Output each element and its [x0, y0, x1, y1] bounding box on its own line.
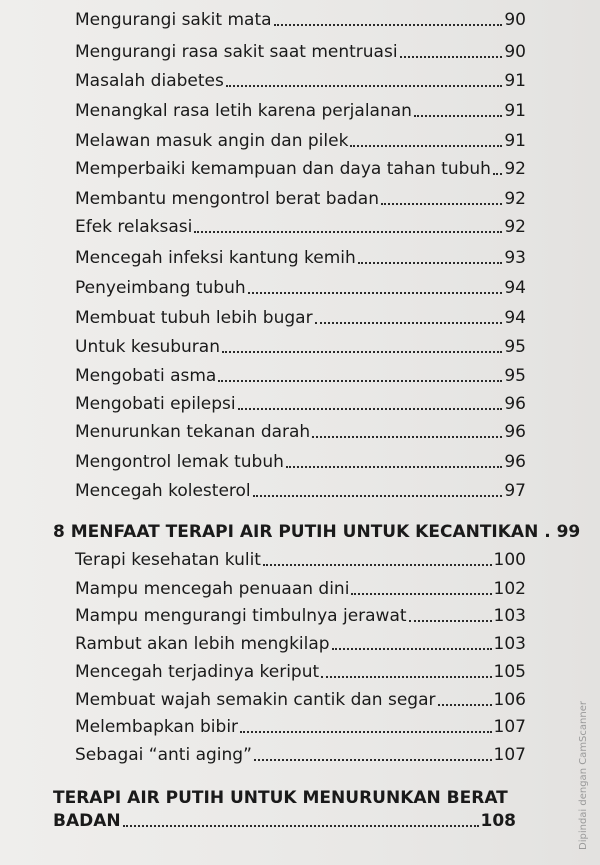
toc-entry-page: 107	[493, 745, 526, 765]
leader-dots	[438, 704, 492, 706]
leader-dots	[226, 85, 503, 87]
chapter-heading-line1: TERAPI AIR PUTIH UNTUK MENURUNKAN BERAT	[53, 788, 508, 808]
leader-dots	[315, 322, 503, 324]
toc-entry-label: Mencegah infeksi kantung kemih	[75, 248, 356, 268]
toc-entry	[75, 189, 526, 209]
toc-entry-label: Penyeimbang tubuh	[75, 278, 246, 298]
toc-entry-page: 103	[493, 634, 526, 654]
toc-entry-label: Membuat tubuh lebih bugar	[75, 308, 313, 328]
toc-entry-page: 95	[504, 366, 526, 386]
toc-entry	[75, 308, 526, 328]
toc-entry-page: 100	[493, 550, 526, 570]
leader-dots	[312, 436, 502, 438]
toc-entry-page: 92	[504, 217, 526, 237]
toc-entry	[75, 101, 526, 121]
toc-entry	[75, 662, 526, 682]
toc-entry-label: Mengurangi rasa sakit saat mentruasi	[75, 42, 398, 62]
toc-entry	[75, 394, 526, 414]
leader-dots	[194, 231, 502, 233]
toc-entry-page: 90	[504, 10, 526, 30]
toc-entry	[75, 131, 526, 151]
leader-dots	[414, 115, 502, 117]
toc-entry-label: Mencegah terjadinya keriput	[75, 662, 320, 682]
toc-entry-page: 96	[504, 394, 526, 414]
toc-entry-page: 91	[504, 101, 526, 121]
toc-entry-page: 107	[493, 717, 526, 737]
toc-entry-label: Efek relaksasi	[75, 217, 193, 237]
toc-entry-label: Mengontrol lemak tubuh	[75, 452, 284, 472]
toc-entry-label: Memperbaiki kemampuan dan daya tahan tubuh	[75, 159, 491, 179]
leader-dots	[409, 620, 492, 622]
toc-entry-page: 95	[504, 337, 526, 357]
toc-entry-page: 102	[493, 579, 526, 599]
toc-entry-label: Terapi kesehatan kulit	[75, 550, 261, 570]
leader-dots	[400, 56, 503, 58]
chapter-heading-label: BADAN	[53, 811, 121, 831]
toc-entry-page: 105	[493, 662, 526, 682]
leader-dots	[286, 466, 502, 468]
leader-dots	[254, 759, 492, 761]
scanner-watermark: Dipindai dengan CamScanner	[578, 701, 589, 850]
chapter-heading: 8 MENFAAT TERAPI AIR PUTIH UNTUK KECANTIKAN . 99	[53, 522, 581, 542]
toc-entry	[75, 690, 526, 710]
leader-dots	[222, 351, 502, 353]
leader-dots	[253, 495, 503, 497]
toc-entry-label: Mengurangi sakit mata	[75, 10, 272, 30]
toc-entry-label: Mengobati asma	[75, 366, 217, 386]
leader-dots	[321, 676, 491, 678]
toc-entry-label: Rambut akan lebih mengkilap	[75, 634, 330, 654]
toc-entry	[75, 337, 526, 357]
toc-entry	[75, 10, 526, 30]
toc-entry	[75, 42, 526, 62]
chapter-page: 108	[480, 811, 516, 831]
toc-entry-label: Menangkal rasa letih karena perjalanan	[75, 101, 412, 121]
toc-entry	[75, 422, 526, 442]
leader-dots	[218, 380, 502, 382]
toc-entry-label: Membuat wajah semakin cantik dan segar	[75, 690, 436, 710]
leader-dots	[381, 203, 502, 205]
toc-entry	[75, 606, 526, 626]
toc-entry-page: 97	[504, 481, 526, 501]
toc-entry-page: 91	[504, 71, 526, 91]
leader-dots	[263, 564, 492, 566]
leader-dots	[238, 408, 503, 410]
toc-entry-page: 92	[504, 189, 526, 209]
toc-entry-page: 94	[504, 278, 526, 298]
toc-entry-page: 103	[493, 606, 526, 626]
leader-dots	[350, 145, 502, 147]
toc-entry-label: Membantu mengontrol berat badan	[75, 189, 379, 209]
toc-entry-label: Mengobati epilepsi	[75, 394, 236, 414]
toc-entry	[75, 248, 526, 268]
toc-entry-label: Mencegah kolesterol	[75, 481, 251, 501]
toc-entry	[75, 550, 526, 570]
toc-entry-page: 90	[504, 42, 526, 62]
toc-entry	[75, 159, 526, 179]
toc-entry	[75, 634, 526, 654]
leader-dots	[351, 593, 491, 595]
toc-entry-page: 93	[504, 248, 526, 268]
toc-entry	[75, 366, 526, 386]
toc-entry-label: Melembapkan bibir	[75, 717, 239, 737]
toc-entry-label: Melawan masuk angin dan pilek	[75, 131, 349, 151]
leader-dots	[240, 731, 492, 733]
toc-entry	[75, 278, 526, 298]
leader-dots	[248, 292, 503, 294]
toc-entry-label: Menurunkan tekanan darah	[75, 422, 311, 442]
toc-entry	[75, 452, 526, 472]
toc-entry	[75, 71, 526, 91]
toc-entry	[75, 579, 526, 599]
leader-dots	[332, 648, 492, 650]
toc-entry-label: Mampu mencegah penuaan dini	[75, 579, 350, 599]
toc-entry-page: 92	[504, 159, 526, 179]
toc-entry-label: Mampu mengurangi timbulnya jerawat	[75, 606, 407, 626]
toc-entry-label: Sebagai “anti aging”	[75, 745, 252, 765]
toc-entry-page: 96	[504, 422, 526, 442]
toc-entry	[75, 717, 526, 737]
toc-entry-label: Masalah diabetes	[75, 71, 224, 91]
toc-entry-page: 91	[504, 131, 526, 151]
toc-entry	[75, 745, 526, 765]
toc-entry-page: 106	[493, 690, 526, 710]
toc-entry	[75, 481, 526, 501]
chapter-heading-line2	[53, 811, 516, 831]
toc-entry	[75, 217, 526, 237]
toc-entry-label: Untuk kesuburan	[75, 337, 220, 357]
leader-dots	[123, 825, 479, 827]
leader-dots	[274, 24, 503, 26]
toc-entry-page: 94	[504, 308, 526, 328]
leader-dots	[493, 173, 502, 175]
toc-entry-page: 96	[504, 452, 526, 472]
leader-dots	[358, 262, 503, 264]
